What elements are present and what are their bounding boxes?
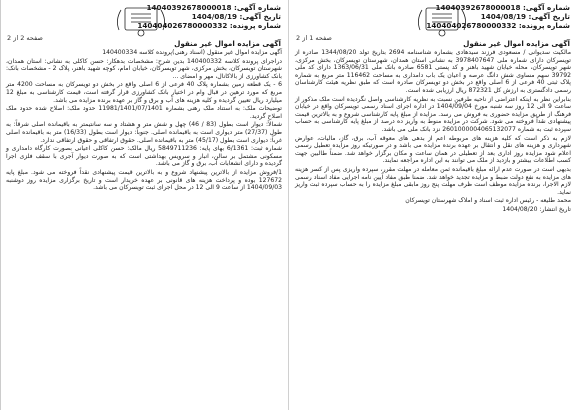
announcement-meta [137,3,281,30]
left-page [0,0,287,410]
paragraph: مالکیت سدیوانی / مسعودی فرزند سیدهادی بشماره شناسنامه 2694 بتاریخ تولد 1344/08/20 صادره از تویسرکان دارای شماره ملی 3978407647 به نشانی استان همدان، شهرستان تویسرکان، بخش مرکزی، شهر تویسرکان، محله خیابان شهید باهنر و کد پستی 6581 صادره بانک ملی 1363/06/31 دارای کد ملی 39792 سهم مساوی شش دانگ عرصه و اعیان یک باب دامداری به مساحت 116462 متر مربع به شماره پلاک ثبتی 40 فرعی از 6 اصلی واقع در بخش دو تویسرکان صادره است که طبق نظریه هیئت کارشناسان رسمی دادگستری به ارزش کل 872321 ریال ارزیابی شده است. [295,49,572,94]
paragraph: بنابراین نظر به اینکه اعتراضی از ناحیه طرفین نسبت به نظریه کارشناسی واصل نگردیده است ملک مذکور از ساعت 9 الی 12 روز سه شنبه مورخ 1404/09/04 در اداره اجرای اسناد رسمی تویسرکان واقع در خیابان فرهنگ از طریق مزایده حضوری به فروش می رسد. مزایده از مبلغ پایه کارشناسی شروع و به بالاترین قیمت پیشنهادی نقداً فروخته می شود. شرکت در مزایده منوط به واریز ده درصد از مبلغ پایه کارشناسی به حساب سپرده ثبت به شماره 2601000004065132077 نزد بانک ملی می باشد. [295,95,571,133]
file-number: شماره پرونده: 140404026780000332 [426,21,570,30]
paragraph: 1/فروش مزایده از بالاترین پیشنهاد شروع و به بالاترین قیمت پیشنهادی نقداً فروخته می شود. مبلغ پایه 127672 بوده و پرداخت هزینه های قانونی بر عهده خریدار است و تاریخ برگزاری مزایده روز دوشنبه 1404/09/03 از ساعت 9 الی 12 در محل اجرای ثبت تویسرکان می باشد. [6,168,282,192]
paragraph: 6 - یک قطعه زمین بشماره پلاک 40 فرعی از 6 اصلی واقع در بخش دو تویسرکان به مساحت 4200 متر مربع که مورد ترهین در قبال وام در اختیار بانک کشاورزی قرار گرفته است، قیمت کارشناسی به مبلغ 12 میلیارد ریال تعیین گردیده و کلیه هزینه های آب و برق و گاز بر عهده برنده مزایده می باشد. [6,81,282,104]
paragraph: دراجرای پرونده کلاسه 140400332 بدین شرح: مشخصات بدهکار: حسن کاکلی به نشانی: استان همدان، شهرستان تویسرکان، بخش مرکزی، شهر تویسرکان، خیابان امام، کوچه شهید باهنر، پلاک 2 - مشخصات بانک: بانک کشاورزی از بالاکانال، مهر و امضای ... [6,57,282,80]
publish-date: تاریخ انتشار: 1404/08/20 [502,205,571,213]
announcement-title: آگهی مزایده اموال غیر منقول [174,39,281,48]
paragraph: شمالاً: دیوار است بطول (83 / 46) چهل و شش متر و هشتاد و سه سانتیمتر به باقیمانده اصلی شرقاً: به طول (27/37) متر دیواری است به باقیمانده اصلی. جنوباً: دیوار است بطول (16/33) متر به باقیمانده اصلی غرباً: دیواری است بطول (45/17) متر به باقیمانده اصلی. حقوق ارتفاقی و حقوق ارتفاقی ندارد. [6,121,282,144]
announcement-number: شماره آگهی: 14040392678000018 [146,3,281,12]
announcement-date: تاریخ آگهی: 1404/08/19 [480,12,570,21]
announcement-meta [426,3,570,30]
announcement-body [6,49,282,193]
announcement-date: تاریخ آگهی: 1404/08/19 [191,12,281,21]
announcement-body [295,49,571,214]
signature-line: محمد طلیعه - رئیس اداره ثبت اسناد و املاک شهرستان تویسرکان [405,197,571,205]
paragraph: لازم به ذکر است که کلیه هزینه های مربوطه اعم از بدهی های معوقه آب، برق، گاز، مالیات، عوارض شهرداری و هزینه های نقل و انتقال بر عهده برنده مزایده می باشد و در صورتیکه روز مزایده تعطیل رسمی اعلام شود مزایده روز اداری بعد از تعطیلی در همان ساعت و مکان برگزار خواهد شد. ضمناً طالبین جهت کسب اطلاعات بیشتر و بازدید از ملک می توانند به این اداره مراجعه نمایند. [295,134,571,165]
announcement-number: شماره آگهی: 14040392678000018 [435,3,570,12]
paragraph: بدیهی است در صورت عدم ارائه مبلغ باقیمانده ثمن معامله در مهلت مقرر، سپرده واریزی پس از کسر هزینه های مزایده به نفع دولت ضبط و مزایده تجدید خواهد شد. ضمنا طبق مفاد آیین نامه اجرایی مفاد اسناد رسمی لازم الاجرا، برنده مزایده موظف است ظرف مهلت پنج روز مابقی مبلغ مزایده را به حساب سپرده ثبت واریز نماید. [295,165,571,196]
paragraph: آگهی مزایده اموال غیر منقول (اسناد رهنی)پرونده کلاسه 140400334 [102,49,282,56]
right-page [290,0,576,410]
page-number: صفحه 2 از 2 [7,34,43,42]
paragraph: شماره ثبت: 6/1361 بهای پایه: 5849711236 ریال مالک: حسن کاکلی اعیانی بصورت کارگاه دامداری و مسکونی مشتمل بر سالن، انبار و سرویس بهداشتی است که به صورت دیوار آجری با سقف فلزی اجرا گردیده و دارای انشعابات آب، برق و گاز می باشد. [6,145,282,168]
page-divider [288,0,289,410]
paragraph: توضیحات ملک: به استناد ملک رهنی بشماره 11981/1401/07/1401 حدود ملک: اصلاح شده حدود ملک اصلاح گردید. [6,105,282,120]
file-number: شماره پرونده: 140404026780000332 [137,21,281,30]
page-number: صفحه 1 از 2 [296,34,332,42]
announcement-title: آگهی مزایده اموال غیر منقول [463,39,570,48]
